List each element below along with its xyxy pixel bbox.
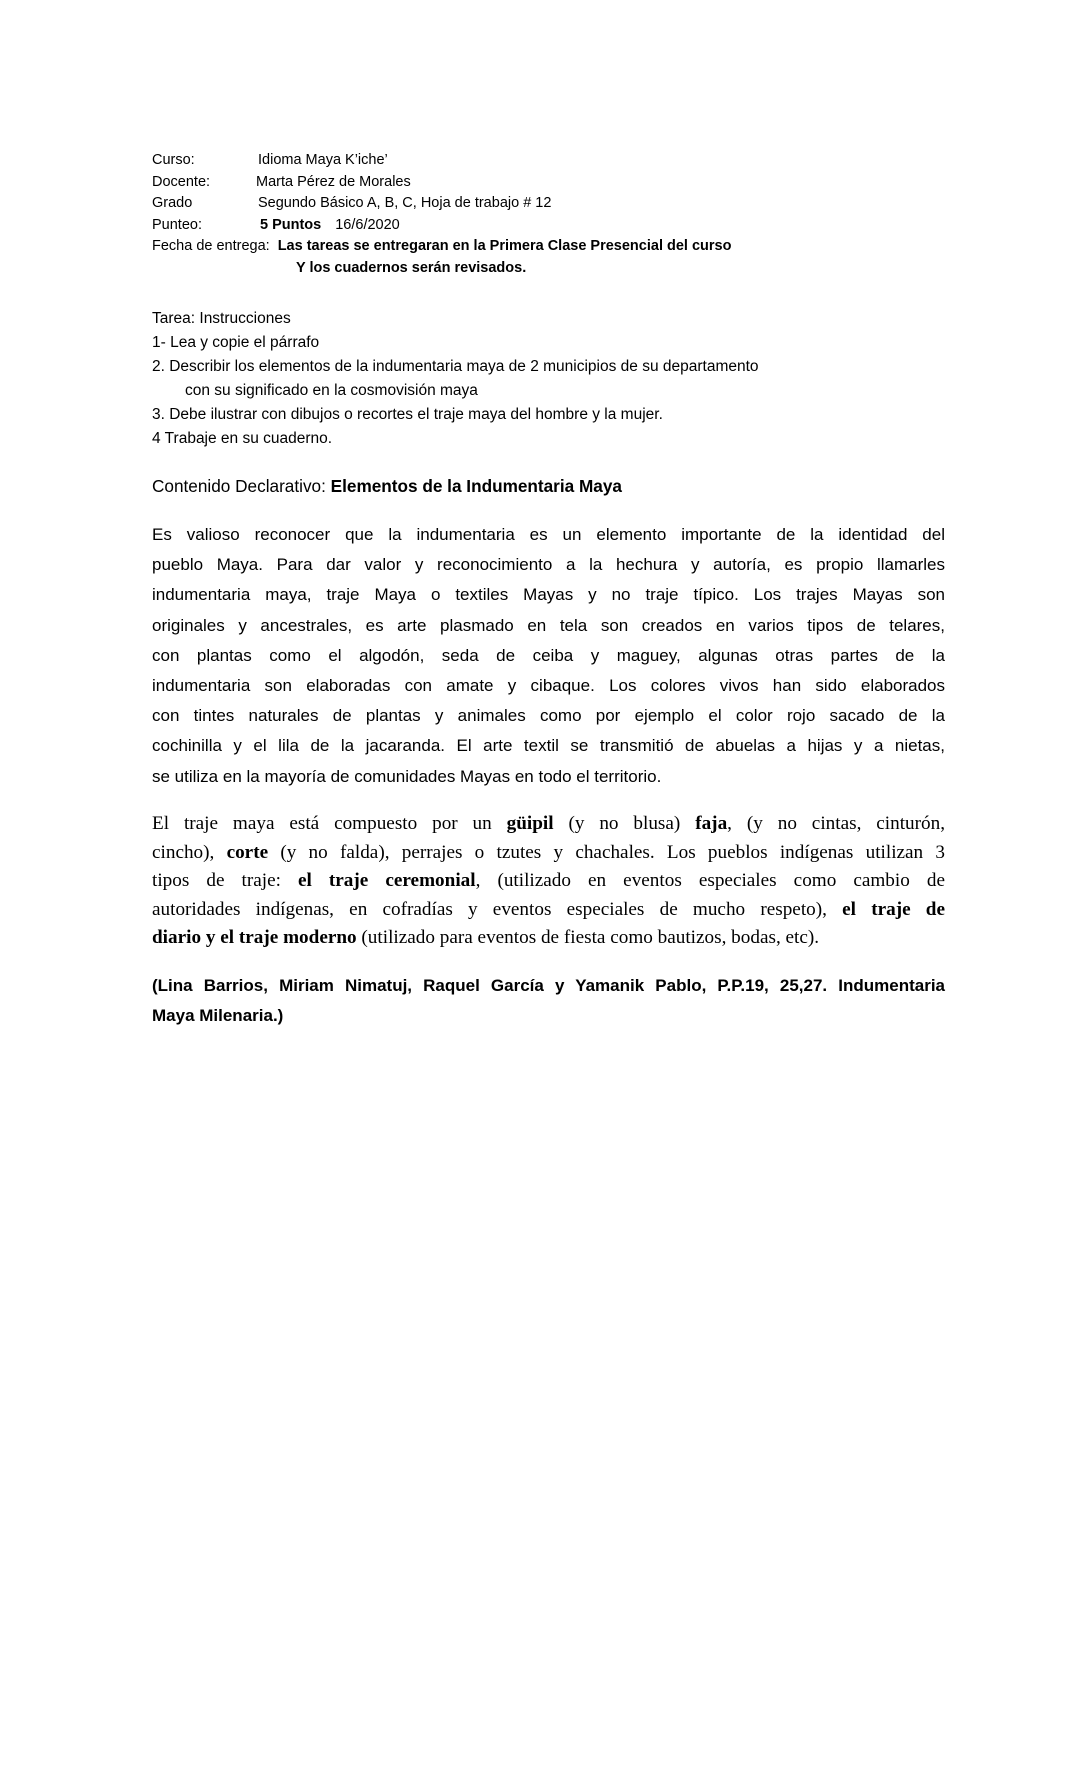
punteo-points: 5 Puntos (260, 216, 322, 233)
p2-bold-guipil: güipil (506, 813, 554, 834)
content-title (152, 474, 622, 498)
curso-row (152, 150, 731, 172)
p2-text: (utilizado para eventos de fiesta como bautizos, bodas, etc). (356, 927, 820, 949)
paragraph-1-line: indumentaria maya, traje Maya o textiles Mayas y no traje típico. Los trajes Mayas son (152, 585, 945, 605)
task-item-2: 2. Describir los elementos de la indumentaria maya de 2 municipios de su departamento (152, 358, 759, 375)
punteo-row (152, 215, 731, 237)
paragraph-1 (152, 520, 945, 792)
paragraph-1-line: Es valioso reconocer que la indumentaria es un elemento importante de la identidad del (152, 525, 945, 544)
fecha-row (152, 236, 731, 258)
p2-text: El traje maya está compuesto por un (152, 813, 507, 834)
p2-text: , (y no cintas, cinturón, (727, 813, 945, 834)
task-heading: Tarea: Instrucciones (152, 310, 291, 327)
paragraph-2-line-4 (152, 896, 945, 925)
grado-value: Segundo Básico A, B, C, Hoja de trabajo # 12 (258, 195, 552, 212)
p2-bold-faja: faja (695, 813, 728, 834)
task-item-3: 3. Debe ilustrar con dibujos o recortes el traje maya del hombre y la mujer. (152, 406, 663, 423)
curso-value: Idioma Maya K’iche’ (258, 152, 388, 168)
fecha-row-2 (152, 258, 731, 280)
p2-text: cincho), (152, 841, 227, 863)
content-title-prefix: Contenido Declarativo: (152, 476, 331, 496)
paragraph-1-line: indumentaria son elaboradas con amate y cibaque. Los colores vivos han sido elaborados (152, 676, 945, 696)
paragraph-2-line-3 (152, 867, 945, 896)
p2-bold-corte: corte (226, 841, 269, 863)
paragraph-2-line-5 (152, 924, 945, 953)
paragraph-1-line: con plantas como el algodón, seda de ceiba y maguey, algunas otras partes de la (152, 645, 945, 665)
p2-bold-diario: el traje de (842, 898, 945, 920)
curso-label: Curso: (152, 152, 195, 168)
citation (152, 971, 945, 1031)
p2-text: (y no blusa) (553, 813, 696, 834)
header-block (152, 150, 731, 280)
fecha-line2: Y los cuadernos serán revisados. (296, 259, 527, 276)
paragraph-1-line: se utiliza en la mayoría de comunidades Mayas en todo el territorio. (152, 766, 662, 786)
punteo-date: 16/6/2020 (335, 216, 400, 233)
p2-text: , (utilizado en eventos especiales como cambio de (475, 870, 945, 892)
p2-text: autoridades indígenas, en cofradías y eventos especiales de mucho respeto), (152, 898, 843, 920)
paragraph-1-line: con tintes naturales de plantas y animales como por ejemplo el color rojo sacado de la (152, 706, 945, 726)
fecha-line1: Las tareas se entregaran en la Primera Clase Presencial del curso (277, 238, 732, 255)
task-item-1: 1- Lea y copie el párrafo (152, 334, 320, 351)
citation-line-1: (Lina Barrios, Miriam Nimatuj, Raquel García y Yamanik Pablo, P.P.19, 25,27. Indumentaria (152, 976, 945, 995)
task-item-4: 4 Trabaje en su cuaderno. (152, 430, 333, 447)
citation-line-2: Maya Milenaria.) (152, 1006, 284, 1025)
docente-label: Docente: (152, 173, 211, 190)
docente-row (152, 172, 731, 194)
grado-row (152, 193, 731, 215)
paragraph-1-line: cochinilla y el lila de la jacaranda. El arte textil se transmitió de abuelas a hijas y a nietas, (152, 736, 945, 756)
task-instructions (152, 307, 759, 451)
grado-label: Grado (152, 195, 193, 212)
punteo-label: Punteo: (152, 216, 202, 233)
task-item-2-cont: con su significado en la cosmovisión maya (185, 382, 478, 399)
paragraph-2 (152, 810, 945, 953)
paragraph-2-line-2 (152, 839, 945, 868)
docente-value: Marta Pérez de Morales (256, 173, 411, 190)
paragraph-2-line-1 (152, 810, 945, 839)
p2-text: tipos de traje: (152, 870, 298, 892)
p2-bold-ceremonial: el traje ceremonial (298, 870, 476, 892)
content-title-bold: Elementos de la Indumentaria Maya (330, 476, 622, 496)
p2-bold-moderno: diario y el traje moderno (152, 927, 357, 949)
paragraph-1-line: originales y ancestrales, es arte plasmado en tela son creados en varios tipos de telares, (152, 615, 945, 635)
p2-text: (y no falda), perrajes o tzutes y chachales. Los pueblos indígenas utilizan 3 (268, 841, 945, 863)
fecha-label: Fecha de entrega: (152, 238, 270, 255)
paragraph-1-line: pueblo Maya. Para dar valor y reconocimiento a la hechura y autoría, es propio llamarles (152, 555, 945, 575)
